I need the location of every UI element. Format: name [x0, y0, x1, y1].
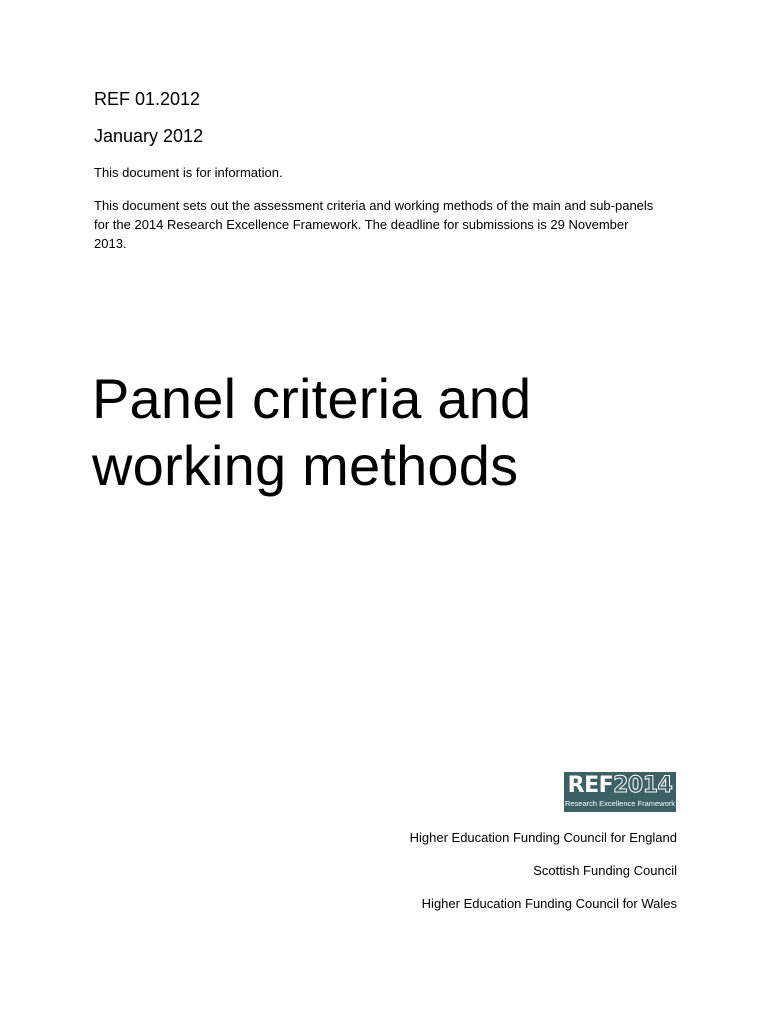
funder-sfc: Scottish Funding Council	[533, 863, 677, 878]
funder-hefcw: Higher Education Funding Council for Wales	[421, 896, 677, 911]
document-reference: REF 01.2012	[94, 89, 201, 109]
document-summary: This document sets out the assessment criteria and working methods of the main and sub-panels for the 2014 Research Excellence Framework. The deadline for submissions is 29 November 2013.	[94, 198, 654, 251]
funding-councils-list	[410, 829, 677, 928]
funder-hefce: Higher Education Funding Council for England	[409, 830, 677, 845]
ref-2014-logo	[564, 772, 676, 812]
document-title: Panel criteria and working methods	[92, 367, 532, 497]
logo-year-text: 2014	[613, 773, 673, 798]
publication-date: January 2012	[94, 126, 204, 146]
logo-ref-text: REF	[567, 773, 614, 798]
logo-tagline: Research Excellence Framework	[564, 799, 676, 808]
logo-wordmark	[564, 773, 676, 799]
information-note: This document is for information.	[94, 165, 283, 180]
